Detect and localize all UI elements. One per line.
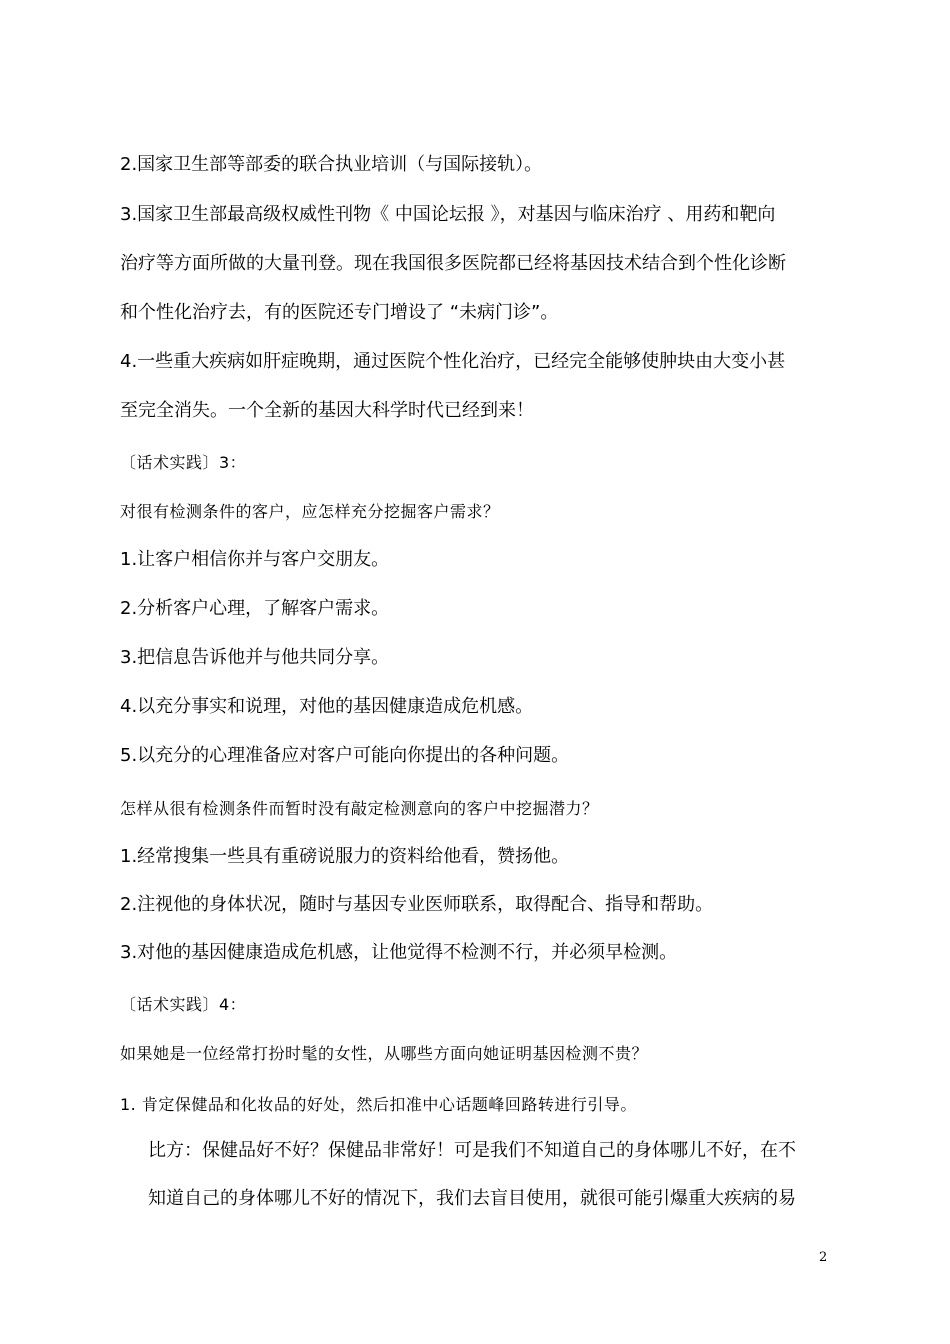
list-item: 3.把信息告诉他并与他共同分享。 [120,647,390,668]
question-line: 对很有检测条件的客户，应怎样充分挖掘客户需求？ [120,502,500,521]
section-heading: 〔话术实践〕4： [120,995,247,1014]
text-line: 至完全消失。一个全新的基因大科学时代已经到来！ [120,400,534,421]
text-line: 2.国家卫生部等部委的联合执业培训（与国际接轨）。 [120,154,543,175]
list-item: 3.对他的基因健康造成危机感，让他觉得不检测不行，并必须早检测。 [120,942,678,963]
text-line: 3.国家卫生部最高级权威性刊物《 中国论坛报 》，对基因与临床治疗 、用药和靶向 [120,204,776,225]
question-line: 怎样从很有检测条件而暂时没有敲定检测意向的客户中挖掘潜力？ [120,799,599,818]
text-line: 4.一些重大疾病如肝症晚期，通过医院个性化治疗，已经完全能够使肿块由大变小甚 [120,351,786,372]
list-item: 1.让客户相信你并与客户交朋友。 [120,549,390,570]
list-item: 5.以充分的心理准备应对客户可能向你提出的各种问题。 [120,745,570,766]
text-line: 和个性化治疗去，有的医院还专门增设了 “未病门诊”。 [120,302,559,323]
list-item: 1. 肯定保健品和化妆品的好处，然后扣准中心话题峰回路转进行引导。 [120,1095,637,1114]
section-heading: 〔话术实践〕3： [120,453,247,472]
list-item: 2.注视他的身体状况，随时与基因专业医师联系，取得配合、指导和帮助。 [120,894,714,915]
text-line: 知道自己的身体哪儿不好的情况下，我们去盲目使用，就很可能引爆重大疾病的易 [148,1188,796,1209]
question-line: 如果她是一位经常打扮时髦的女性，从哪些方面向她证明基因检测不贵？ [120,1044,649,1063]
list-item: 4.以充分事实和说理，对他的基因健康造成危机感。 [120,696,534,717]
list-item: 2.分析客户心理，了解客户需求。 [120,598,390,619]
text-line: 治疗等方面所做的大量刊登。现在我国很多医院都已经将基因技术结合到个性化诊断 [120,253,786,274]
list-item: 1.经常搜集一些具有重磅说服力的资料给他看，赞扬他。 [120,846,570,867]
page-number: 2 [819,1250,828,1265]
text-line: 比方：保健品好不好？保健品非常好！可是我们不知道自己的身体哪儿不好，在不 [148,1140,796,1161]
